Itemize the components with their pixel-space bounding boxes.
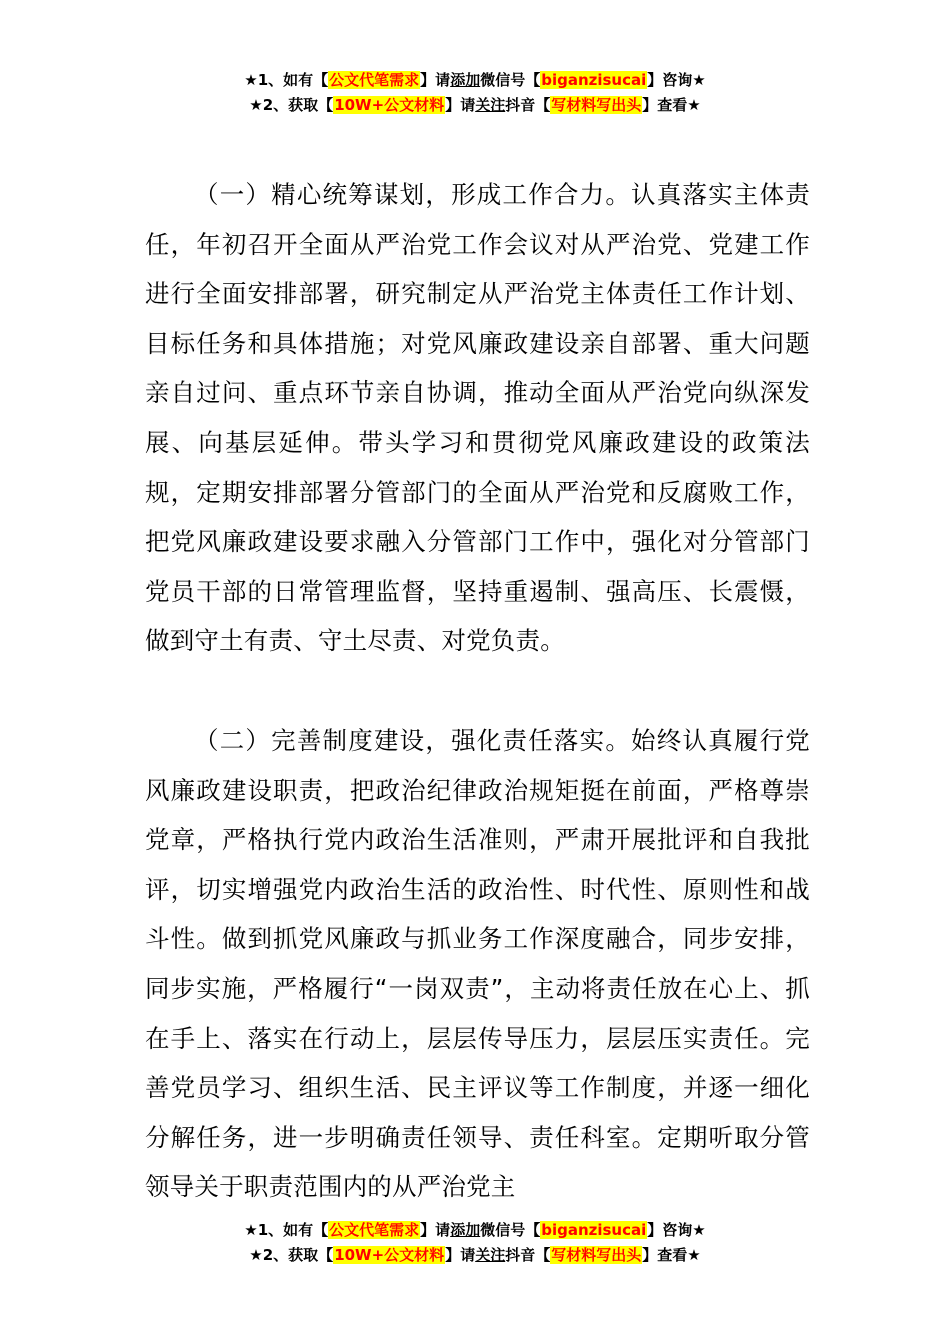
banner-highlight-service: 公文代笔需求 <box>329 71 420 89</box>
banner-highlight-douyin: 写材料写出头 <box>551 96 642 114</box>
banner-line-2: ★2、获取【10W+公文材料】请关注抖音【写材料写出头】查看★ <box>249 1246 701 1264</box>
paragraph-1: （一）精心统筹谋划，形成工作合力。认真落实主体责任，年初召开全面从严治党工作会议对从严治党、党建工作进行全面安排部署，研究制定从严治党主体责任工作计划、目标任务和具体措施；对党风廉政建设亲自部署、重大问题亲自过问、重点环节亲自协调，推动全面从严治党向纵深发展、向基层延伸。带头学习和贯彻党风廉政建设的政策法规，定期安排部署分管部门的全面从严治党和反腐败工作，把党风廉政建设要求融入分管部门工作中，强化对分管部门党员干部的日常管理监督，坚持重遏制、强高压、长震慑，做到守土有责、守土尽责、对党负责。 <box>145 180 810 656</box>
banner-highlight-wechat: biganzisucai <box>541 1221 647 1239</box>
footer-banner <box>0 1218 950 1268</box>
banner-line-1: ★1、如有【公文代笔需求】请添加微信号【biganzisucai】咨询★ <box>244 1221 706 1239</box>
document-body <box>145 170 810 1212</box>
banner-line-1: ★1、如有【公文代笔需求】请添加微信号【biganzisucai】咨询★ <box>244 71 706 89</box>
paragraph-2: （二）完善制度建设，强化责任落实。始终认真履行党风廉政建设职责，把政治纪律政治规矩挺在前面，严格尊崇党章，严格执行党内政治生活准则，严肃开展批评和自我批评，切实增强党内政治生活的政治性、时代性、原则性和战斗性。做到抓党风廉政与抓业务工作深度融合，同步安排，同步实施，严格履行“一岗双责”，主动将责任放在心上、抓在手上、落实在行动上，层层传导压力，层层压实责任。完善党员学习、组织生活、民主评议等工作制度，并逐一细化分解任务，进一步明确责任领导、责任科室。定期听取分管领导关于职责范围内的从严治党主 <box>145 725 810 1202</box>
header-banner <box>0 68 950 118</box>
banner-highlight-douyin: 写材料写出头 <box>551 1246 642 1264</box>
banner-line-2: ★2、获取【10W+公文材料】请关注抖音【写材料写出头】查看★ <box>249 96 701 114</box>
banner-highlight-materials: 10W+公文材料 <box>334 1246 445 1264</box>
banner-highlight-materials: 10W+公文材料 <box>334 96 445 114</box>
banner-highlight-wechat: biganzisucai <box>541 71 647 89</box>
banner-highlight-service: 公文代笔需求 <box>329 1221 420 1239</box>
